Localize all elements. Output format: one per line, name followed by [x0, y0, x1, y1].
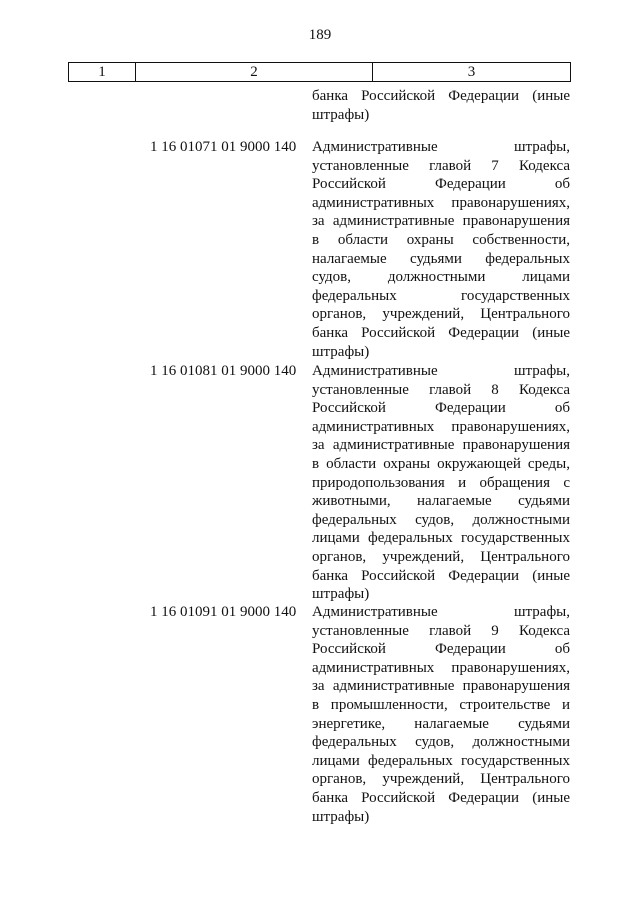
description-line: штрафы) — [312, 586, 370, 603]
page-number: 189 — [308, 27, 332, 43]
description-line: лицами федеральных государственных — [312, 530, 570, 547]
description-line: федеральных судов, должностными — [312, 734, 570, 751]
budget-code: 1 16 01071 01 9000 140 — [150, 139, 297, 155]
description-line: Российской Федерации об — [312, 176, 570, 193]
column-2-header: 2 — [136, 63, 373, 81]
description-line: установленные главой 9 Кодекса — [312, 622, 570, 639]
description-line: судов, должностными лицами — [312, 269, 570, 286]
description-line: Российской Федерации об — [312, 641, 570, 658]
description-line: органов, учреждений, Центрального — [312, 306, 570, 323]
description-line: штрафы) — [312, 106, 370, 123]
description-line: административных правонарушениях, — [312, 418, 570, 435]
description-line: установленные главой 8 Кодекса — [312, 381, 570, 398]
description-line: в области охраны окружающей среды, — [312, 455, 570, 472]
description-line: лицами федеральных государственных — [312, 752, 570, 769]
description-line: установленные главой 7 Кодекса — [312, 157, 570, 174]
description-line: природопользования и обращения с — [312, 474, 570, 491]
description-line: за административные правонарушения — [312, 213, 570, 230]
description-line: банка Российской Федерации (иные — [312, 789, 570, 806]
column-3-header: 3 — [467, 64, 476, 80]
description-line: в области охраны собственности, — [312, 231, 570, 248]
description-line: налагаемые судьями федеральных — [312, 250, 570, 267]
description-line: штрафы) — [312, 343, 370, 360]
description-line: штрафы) — [312, 808, 370, 825]
description-line: банка Российской Федерации (иные — [312, 324, 570, 341]
description-line: Административные штрафы, — [312, 604, 570, 620]
table-header — [68, 62, 571, 82]
continuation-description — [312, 87, 570, 124]
entry-description — [312, 603, 570, 826]
description-line: административных правонарушениях, — [312, 194, 570, 211]
description-line: Административные штрафы, — [312, 363, 570, 379]
description-line: банка Российской Федерации (иные — [312, 567, 570, 584]
entry-description — [312, 362, 570, 604]
entry-description — [312, 138, 570, 361]
description-line: энергетике, налагаемые судьями — [312, 715, 570, 732]
column-1-header: 1 — [69, 63, 136, 81]
budget-code: 1 16 01081 01 9000 140 — [150, 363, 297, 379]
description-line: в промышленности, строительстве и — [312, 696, 570, 713]
description-line: банка Российской Федерации (иные — [312, 88, 570, 104]
description-line: федеральных государственных — [312, 287, 570, 304]
description-line: административных правонарушениях, — [312, 659, 570, 676]
description-line: животными, налагаемые судьями — [312, 493, 570, 510]
description-line: Российской Федерации об — [312, 400, 570, 417]
description-line: федеральных судов, должностными — [312, 511, 570, 528]
description-line: Административные штрафы, — [312, 139, 570, 155]
description-line: за административные правонарушения — [312, 437, 570, 454]
description-line: за административные правонарушения — [312, 678, 570, 695]
budget-code: 1 16 01091 01 9000 140 — [150, 604, 297, 620]
description-line: органов, учреждений, Центрального — [312, 771, 570, 788]
description-line: органов, учреждений, Центрального — [312, 548, 570, 565]
